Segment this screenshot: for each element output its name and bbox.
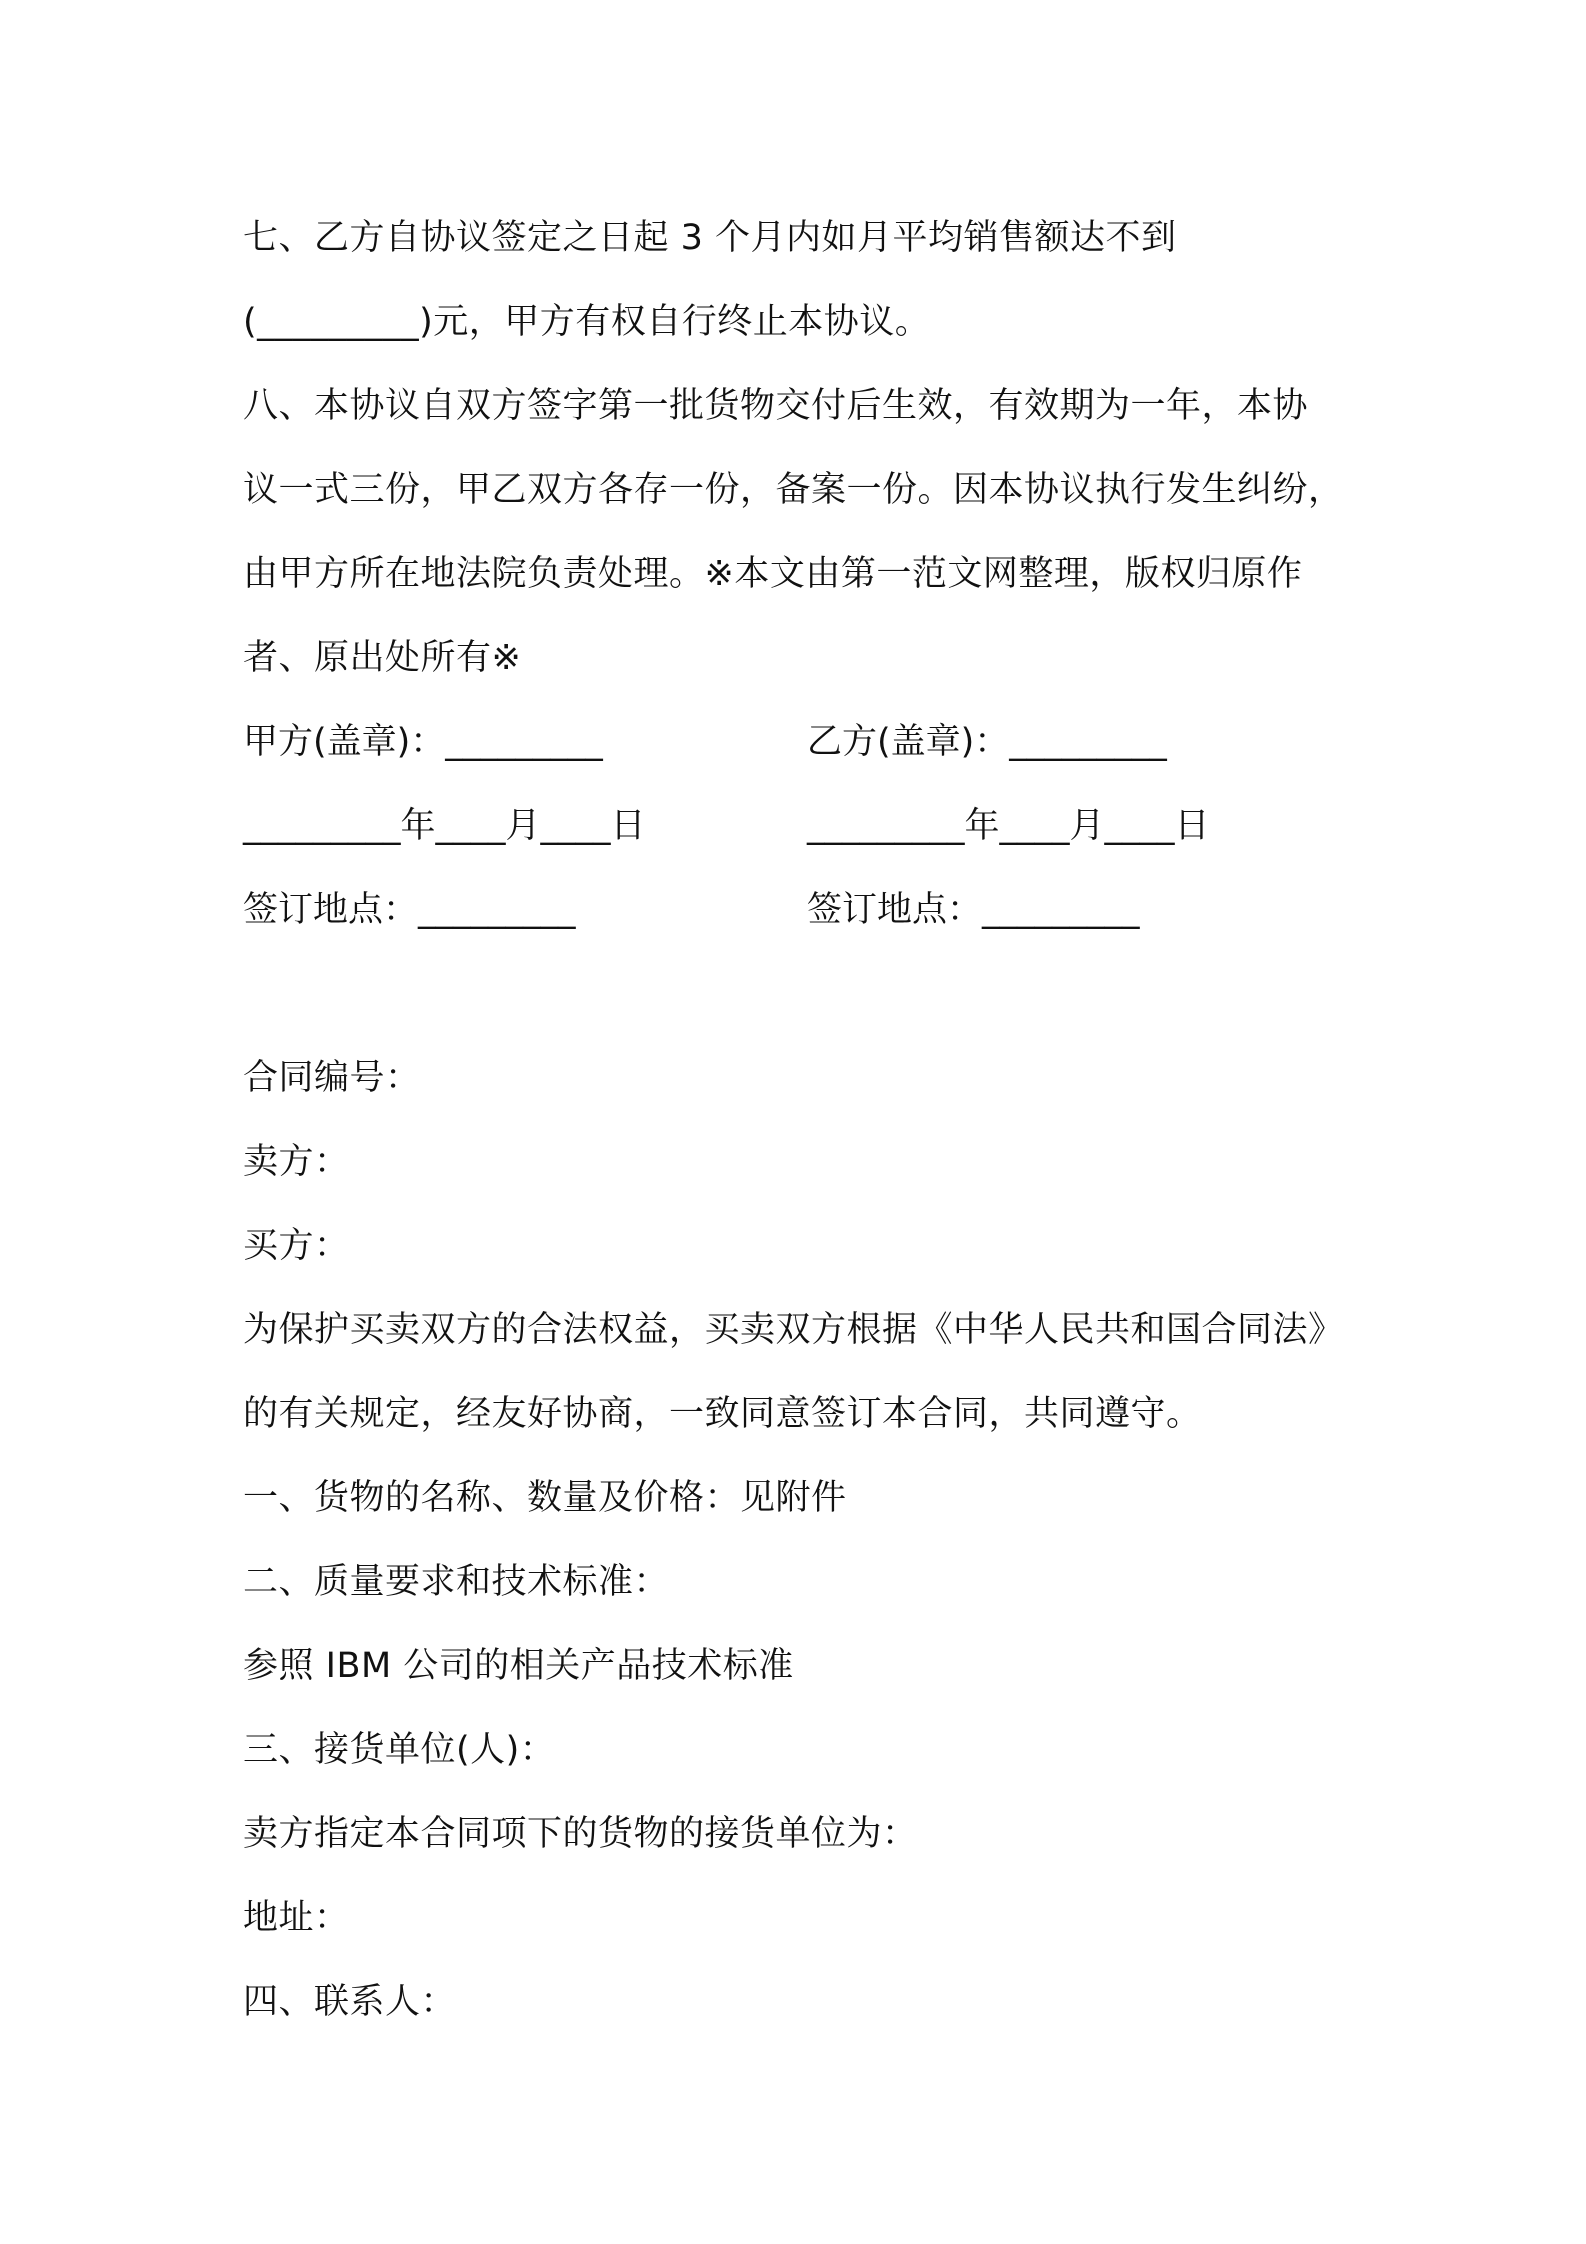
contract-section — [243, 1036, 1353, 2044]
signature-block — [243, 700, 1353, 952]
clause-four: 四、联系人： — [243, 1982, 457, 2022]
address-label: 地址： — [243, 1898, 350, 1938]
place-row — [243, 868, 1353, 952]
seal-row — [243, 700, 1353, 784]
section-spacer — [243, 952, 1353, 1036]
contract-number: 合同编号： — [243, 1058, 421, 1098]
party-a-date: _________年____月____日 — [243, 806, 646, 846]
clause-three: 三、接货单位(人)： — [243, 1730, 556, 1770]
party-a-place: 签订地点：_________ — [243, 890, 576, 930]
clause-eight-line-1: 八、本协议自双方签字第一批货物交付后生效，有效期为一年，本协 — [243, 386, 1309, 426]
clause-two-detail: 参照 IBM 公司的相关产品技术标准 — [243, 1646, 794, 1686]
clause-eight-line-2: 议一式三份，甲乙双方各存一份，备案一份。因本协议执行发生纠纷， — [243, 470, 1344, 510]
seller-label: 卖方： — [243, 1142, 350, 1182]
preamble-line-2: 的有关规定，经友好协商，一致同意签订本合同，共同遵守。 — [243, 1394, 1202, 1434]
clause-eight-line-3: 由甲方所在地法院负责处理。※本文由第一范文网整理，版权归原作 — [243, 554, 1303, 594]
clause-three-detail: 卖方指定本合同项下的货物的接货单位为： — [243, 1814, 918, 1854]
clause-one: 一、货物的名称、数量及价格：见附件 — [243, 1478, 847, 1518]
clause-seven-line-2: (_________)元，甲方有权自行终止本协议。 — [243, 302, 931, 342]
party-a-seal: 甲方(盖章)：_________ — [243, 722, 603, 762]
buyer-label: 买方： — [243, 1226, 350, 1266]
preamble-line-1: 为保护买卖双方的合法权益，买卖双方根据《中华人民共和国合同法》 — [243, 1310, 1344, 1350]
clause-seven-line-1: 七、乙方自协议签定之日起 3 个月内如月平均销售额达不到 — [243, 218, 1177, 258]
document-page — [243, 196, 1353, 2044]
party-b-seal: 乙方(盖章)：_________ — [807, 722, 1167, 762]
clause-two: 二、质量要求和技术标准： — [243, 1562, 670, 1602]
party-b-place: 签订地点：_________ — [807, 890, 1140, 930]
clause-section-top — [243, 196, 1353, 700]
party-b-date: _________年____月____日 — [807, 806, 1210, 846]
clause-eight-line-4: 者、原出处所有※ — [243, 638, 522, 678]
date-row — [243, 784, 1353, 868]
